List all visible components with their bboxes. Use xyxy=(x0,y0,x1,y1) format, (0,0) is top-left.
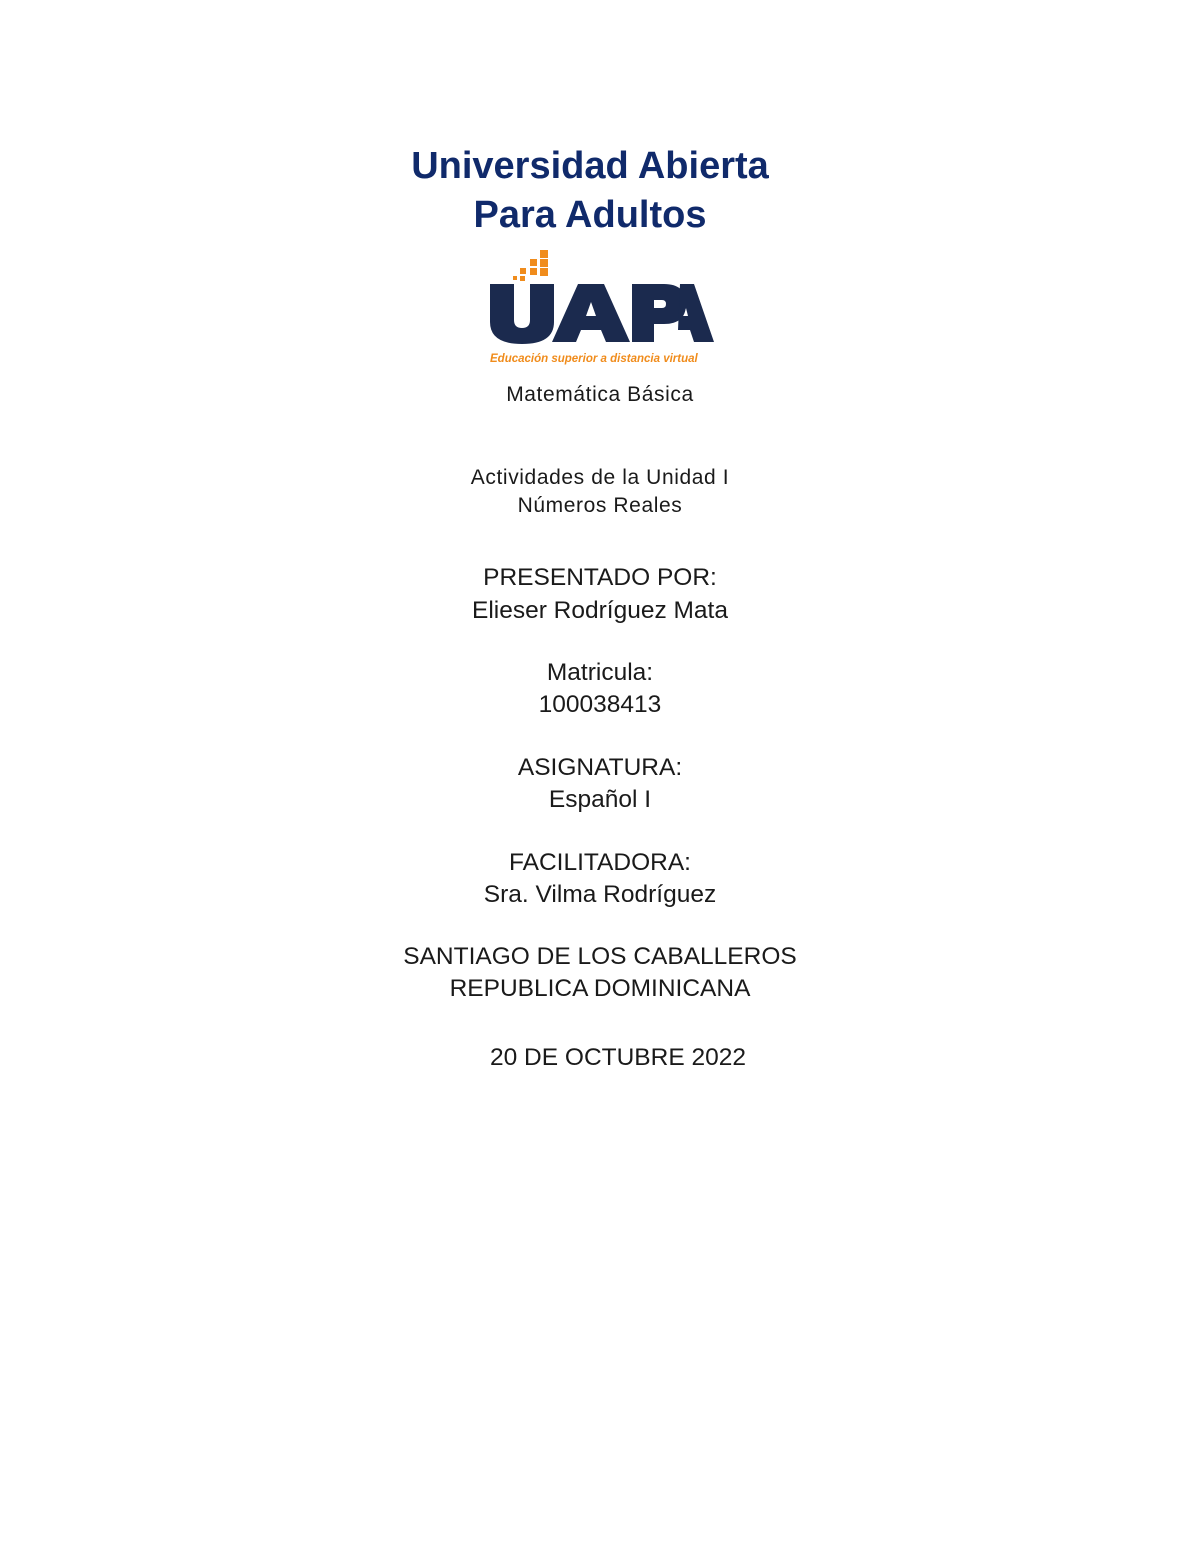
activity-title: Actividades de la Unidad I xyxy=(470,466,730,489)
matricula-label: Matricula: xyxy=(546,659,654,686)
university-name-line2: Para Adultos xyxy=(473,194,707,236)
matricula-value: 100038413 xyxy=(538,691,662,718)
facilitadora-label: FACILITADORA: xyxy=(509,849,691,876)
logo-tagline: Educación superior a distancia virtual xyxy=(490,353,698,365)
university-name-line1: Universidad Abierta xyxy=(411,145,769,187)
topic-title: Números Reales xyxy=(517,494,683,517)
facilitadora-value: Sra. Vilma Rodríguez xyxy=(483,881,717,908)
logo-wordmark xyxy=(490,284,714,344)
presented-by-label: PRESENTADO POR: xyxy=(483,564,717,591)
logo-pixel-squares xyxy=(513,250,548,281)
country-line: REPUBLICA DOMINICANA xyxy=(449,975,751,1002)
student-name: Elieser Rodríguez Mata xyxy=(471,597,728,624)
document-date: 20 DE OCTUBRE 2022 xyxy=(490,1044,746,1071)
city-line: SANTIAGO DE LOS CABALLEROS xyxy=(403,943,797,970)
asignatura-value: Español I xyxy=(548,786,652,813)
subject-title: Matemática Básica xyxy=(506,383,694,406)
asignatura-label: ASIGNATURA: xyxy=(517,754,683,781)
uapa-logo xyxy=(482,246,718,370)
